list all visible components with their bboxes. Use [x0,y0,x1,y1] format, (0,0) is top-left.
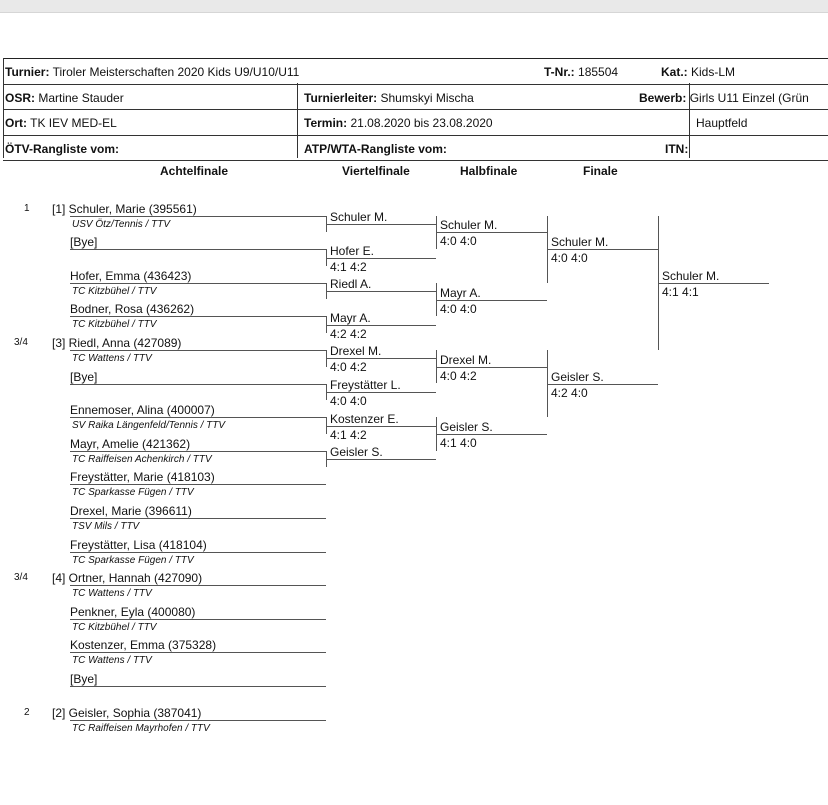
final-line [547,384,658,385]
player-club: TC Raiffeisen Mayrhofen / TTV [72,722,210,734]
entry-line [70,619,326,620]
player-name: [4] Ortner, Hannah (427090) [52,571,203,586]
player-name: [2] Geisler, Sophia (387041) [52,705,202,720]
tnr-value: 185504 [578,65,619,79]
qf-line [326,325,436,326]
player-club: TC Raiffeisen Achenkirch / TTV [72,453,212,465]
sf-score: 4:0 4:0 [440,234,477,249]
player-club: TC Wattens / TTV [72,655,152,667]
qf-line [326,358,436,359]
final-score: 4:0 4:0 [551,251,588,266]
entry-line [70,283,326,284]
final-winner: Schuler M. [551,235,609,250]
sf-line [436,367,547,368]
qf-winner: Drexel M. [330,344,382,359]
player-name: Ennemoser, Alina (400007) [70,403,215,418]
qf-line [326,459,436,460]
entry-line [70,249,326,250]
qf-line [326,392,436,393]
player-name: Hofer, Emma (436423) [70,268,192,283]
col-achtelfinale: Achtelfinale [160,164,229,178]
player-club: TC Kitzbühel / TTV [72,621,157,633]
header-border-left [3,58,4,158]
player-club: TC Wattens / TTV [72,588,152,600]
entry-line [70,316,326,317]
final-score: 4:2 4:0 [551,385,588,400]
entry-line [70,585,326,586]
qf-winner: Kostenzer E. [330,411,399,426]
entry-line [70,216,326,217]
entry-line [70,552,326,553]
player-club: TSV Mils / TTV [72,520,140,532]
entry-line [70,484,326,485]
itn-label: ITN: [665,141,689,156]
header-row-osr [3,85,828,111]
player-name: Drexel, Marie (396611) [70,503,192,518]
turnier-value: Tiroler Meisterschaften 2020 Kids U9/U10/U11 [52,65,300,79]
qf-line [326,426,436,427]
player-name: [3] Riedl, Anna (427089) [52,335,182,350]
player-name: [Bye] [70,671,98,686]
qf-score: 4:2 4:2 [330,326,367,341]
player-club: TC Sparkasse Fügen / TTV [72,554,194,566]
player-club: TC Kitzbühel / TTV [72,285,157,297]
header-divider-2 [689,83,690,158]
viewer-top-bar [0,0,828,13]
sf-line [436,434,547,435]
player-name: Mayr, Amelie (421362) [70,436,191,451]
entry-line [70,350,326,351]
sf-winner: Schuler M. [440,218,498,233]
final-line [547,249,658,250]
bewerb-label: Bewerb: [639,90,687,105]
tnr-label: T-Nr.: [544,65,575,79]
qf-winner: Freystätter L. [330,377,401,392]
header-table [3,58,828,161]
player-club: SV Raika Längenfeld/Tennis / TTV [72,420,226,432]
entry-line [70,384,326,385]
header-row-turnier [3,59,828,85]
sf-winner: Mayr A. [440,285,481,300]
sf-winner: Geisler S. [440,419,493,434]
player-name: Freystätter, Marie (418103) [70,470,215,485]
turnier-label: Turnier: [5,65,50,79]
champion-line [658,283,769,284]
player-name: Kostenzer, Emma (375328) [70,638,217,653]
header-divider-1 [297,83,298,158]
player-name: [Bye] [70,369,98,384]
entry-line [70,720,326,721]
ort-label: Ort: [5,116,27,130]
qf-score: 4:1 4:2 [330,427,367,442]
sf-line [436,300,547,301]
col-finale: Finale [583,164,618,178]
qf-line [326,224,436,225]
final-winner: Geisler S. [551,369,604,384]
seed-number: 1 [24,202,30,214]
player-name: [Bye] [70,235,98,250]
player-name: Bodner, Rosa (436262) [70,302,195,317]
seed-number: 2 [24,706,30,718]
champion-score: 4:1 4:1 [662,284,699,299]
col-halbfinale: Halbfinale [460,164,518,178]
kat-label: Kat.: [661,65,688,79]
sf-line [436,232,547,233]
entry-line [70,686,326,687]
sf-score: 4:1 4:0 [440,435,477,450]
turnierleiter-value: Shumskyi Mischa [380,90,474,105]
entry-line [70,518,326,519]
header-row-ranglisten [3,136,828,162]
qf-winner: Geisler S. [330,445,383,460]
player-name: [1] Schuler, Marie (395561) [52,201,197,216]
turnierleiter-label: Turnierleiter: [304,90,378,105]
qf-winner: Hofer E. [330,243,375,258]
entry-line [70,417,326,418]
qf-score: 4:1 4:2 [330,259,367,274]
col-viertelfinale: Viertelfinale [342,164,410,178]
entry-line [70,451,326,452]
sf-winner: Drexel M. [440,352,492,367]
player-club: USV Ötz/Tennis / TTV [72,218,170,230]
osr-label: OSR: [5,90,35,105]
qf-line [326,258,436,259]
kat-value: Kids-LM [691,65,736,79]
qf-score: 4:0 4:0 [330,393,367,408]
header-row-ort [3,110,828,136]
player-club: TC Kitzbühel / TTV [72,319,157,331]
entry-line [70,652,326,653]
otv-label: ÖTV-Rangliste vom: [5,141,120,156]
qf-score: 4:0 4:2 [330,360,367,375]
seed-number: 3/4 [14,572,28,584]
bewerb-value: Girls U11 Einzel (Grün [689,90,809,105]
osr-value: Martine Stauder [38,90,124,105]
termin-value: 21.08.2020 bis 23.08.2020 [350,116,493,130]
termin-label: Termin: [304,116,348,130]
qf-winner: Schuler M. [330,209,388,224]
player-name: Penkner, Eyla (400080) [70,604,196,619]
champion-winner: Schuler M. [662,268,720,283]
qf-line [326,291,436,292]
feld-value: Hauptfeld [696,116,748,130]
seed-number: 3/4 [14,336,28,348]
sf-score: 4:0 4:0 [440,301,477,316]
qf-winner: Riedl A. [330,277,372,292]
qf-winner: Mayr A. [330,310,371,325]
player-club: TC Wattens / TTV [72,352,152,364]
atp-label: ATP/WTA-Rangliste vom: [304,141,447,156]
player-club: TC Sparkasse Fügen / TTV [72,487,194,499]
sf-score: 4:0 4:2 [440,368,477,383]
player-name: Freystätter, Lisa (418104) [70,537,207,552]
ort-value: TK IEV MED-EL [30,116,117,130]
